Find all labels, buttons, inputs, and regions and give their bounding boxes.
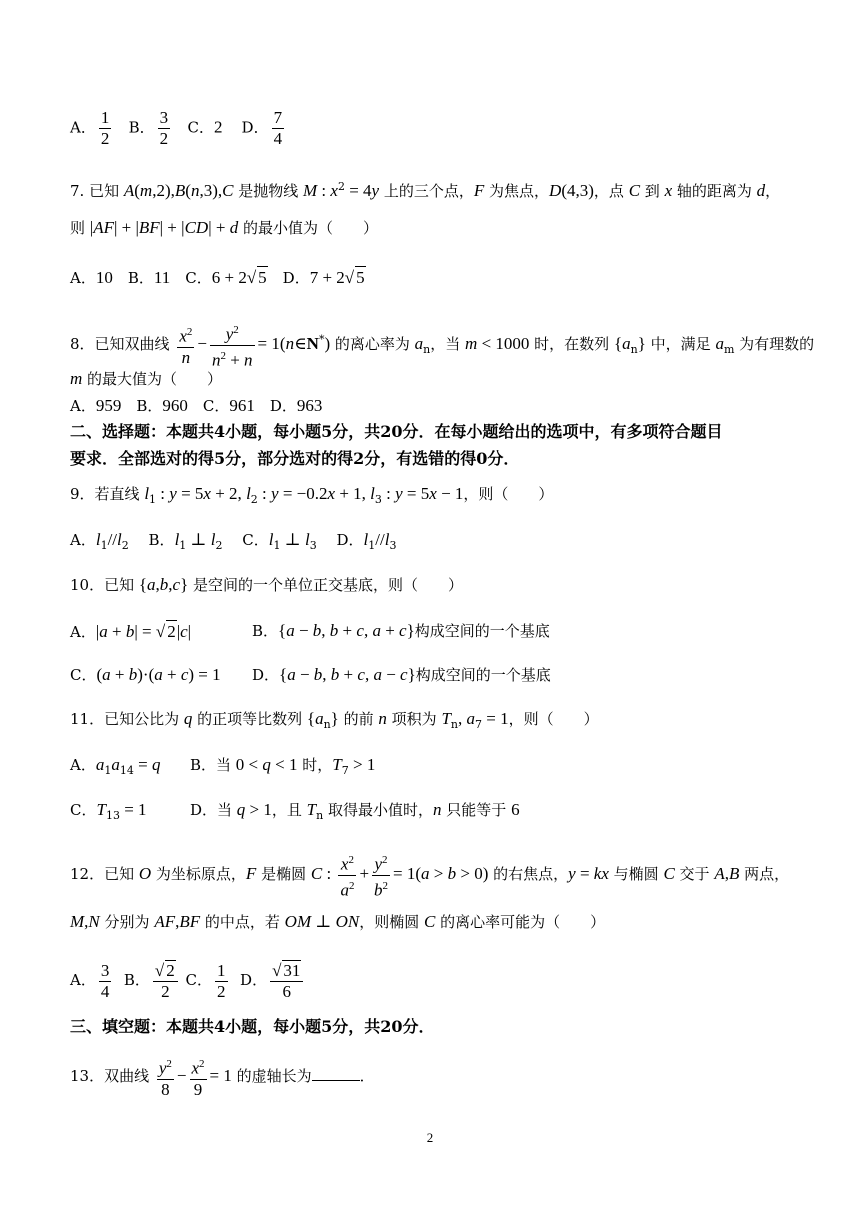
section-2-heading: 二、选择题：本题共4小题，每小题5分，共20分．在每小题给出的选项中，有多项符合题目 <box>70 422 723 441</box>
section-3-heading: 三、填空题：本题共4小题，每小题5分，共20分． <box>70 1017 435 1036</box>
q11-option-a: A．$a_1a_{14} = q$ <box>70 755 161 777</box>
q10-stem: 10．已知 {a,b,c} 是空间的一个单位正交基底，则（ ） <box>70 575 464 594</box>
q12-stem-2: M,N 分别为 AF,BF 的中点，若 OM ⊥ ON，则椭圆 C 的离心率可能为（ ） <box>70 912 606 931</box>
q10-option-b: B．{a − b, b + c, a + c}构成空间的一个基底 <box>252 621 550 640</box>
q10-option-c: C．(a + b)·(a + c) = 1 <box>70 665 221 684</box>
q6-options: A． $\frac{1}{2}$ B． $\frac{3}{2}$ C．2 D． $\frac{7}{4}$ <box>70 108 283 148</box>
q8-stem-2: m 的最大值为（ ） <box>70 369 223 388</box>
q12-stem: 12．已知 O 为坐标原点，F 是椭圆 C : $\frac{x^2}{a^2}$ + $\frac{y^2}{b^2}$ = 1(a > b > 0) 的右焦点，y = kx 与椭圆 C 交于 A,B 两点， <box>70 850 789 900</box>
q7-options: A．10 B．11 C．6 + 2√ 5 D．7 + 2√ 5 <box>70 268 365 287</box>
q8-stem: 8．已知双曲线 $\frac{x^2}{n}$ − $\frac{y^2}{n^2 + n}$ = 1(n∈N*) 的离心率为 $a_n$，当 m < 1000 时，在数列 $\{a_n\}$ 中，满足 $a_m$ 为有理数的 <box>70 320 814 370</box>
q10-option-a: A．|a + b| = √ 2|c| <box>70 622 192 641</box>
q8-options: A．959 B．960 C．961 D．963 <box>70 396 323 415</box>
q9-options: A．$l_1//l_2$ B．$l_1$ ⊥ $l_2$ C．$l_1$ ⊥ $l_3$ D．$l_1//l_3$ <box>70 530 397 552</box>
page-number: 2 <box>426 1130 434 1145</box>
q11-option-d: D．当 q > 1，且 $T_n$ 取得最小值时，n 只能等于 6 <box>190 800 520 822</box>
q11-option-c: C．$T_{13} = 1$ <box>70 800 147 822</box>
section-2-heading-2: 要求．全部选对的得5分，部分选对的得2分，有选错的得0分． <box>70 449 520 468</box>
q13-stem: 13．双曲线 $\frac{y^2}{8}$ − $\frac{x^2}{9}$ = 1 的虚轴长为 ． <box>70 1054 375 1100</box>
q9-stem: 9．若直线 $l_1$ : y = 5x + 2, $l_2$ : y = −0.2x + 1, $l_3$ : y = 5x − 1，则（ ） <box>70 484 554 506</box>
q12-options: A． $\frac{3}{4}$ B． $\frac{√ 2}{2}$ C． $\frac{1}{2}$ D． $\frac{√ 31}{6}$ <box>70 960 306 1002</box>
q10-option-d: D．{a − b, b + c, a − c}构成空间的一个基底 <box>252 665 551 684</box>
q7-stem-2: 则 |AF| + |BF| + |CD| + d 的最小值为（ ） <box>70 218 378 237</box>
q11-stem: 11．已知公比为 q 的正项等比数列 $\{a_n\}$ 的前 n 项积为 $T_n$, $a_7 = 1$，则（ ） <box>70 709 599 731</box>
q11-option-b: B．当 0 < q < 1 时，$T_7 > 1$ <box>190 755 376 777</box>
q7-stem: 7. 已知 A(m,2),B(n,3),C 是抛物线 M : $x^2 = 4y$ 上的三个点，F 为焦点，D(4,3)，点 C 到 x 轴的距离为 d， <box>70 180 781 200</box>
